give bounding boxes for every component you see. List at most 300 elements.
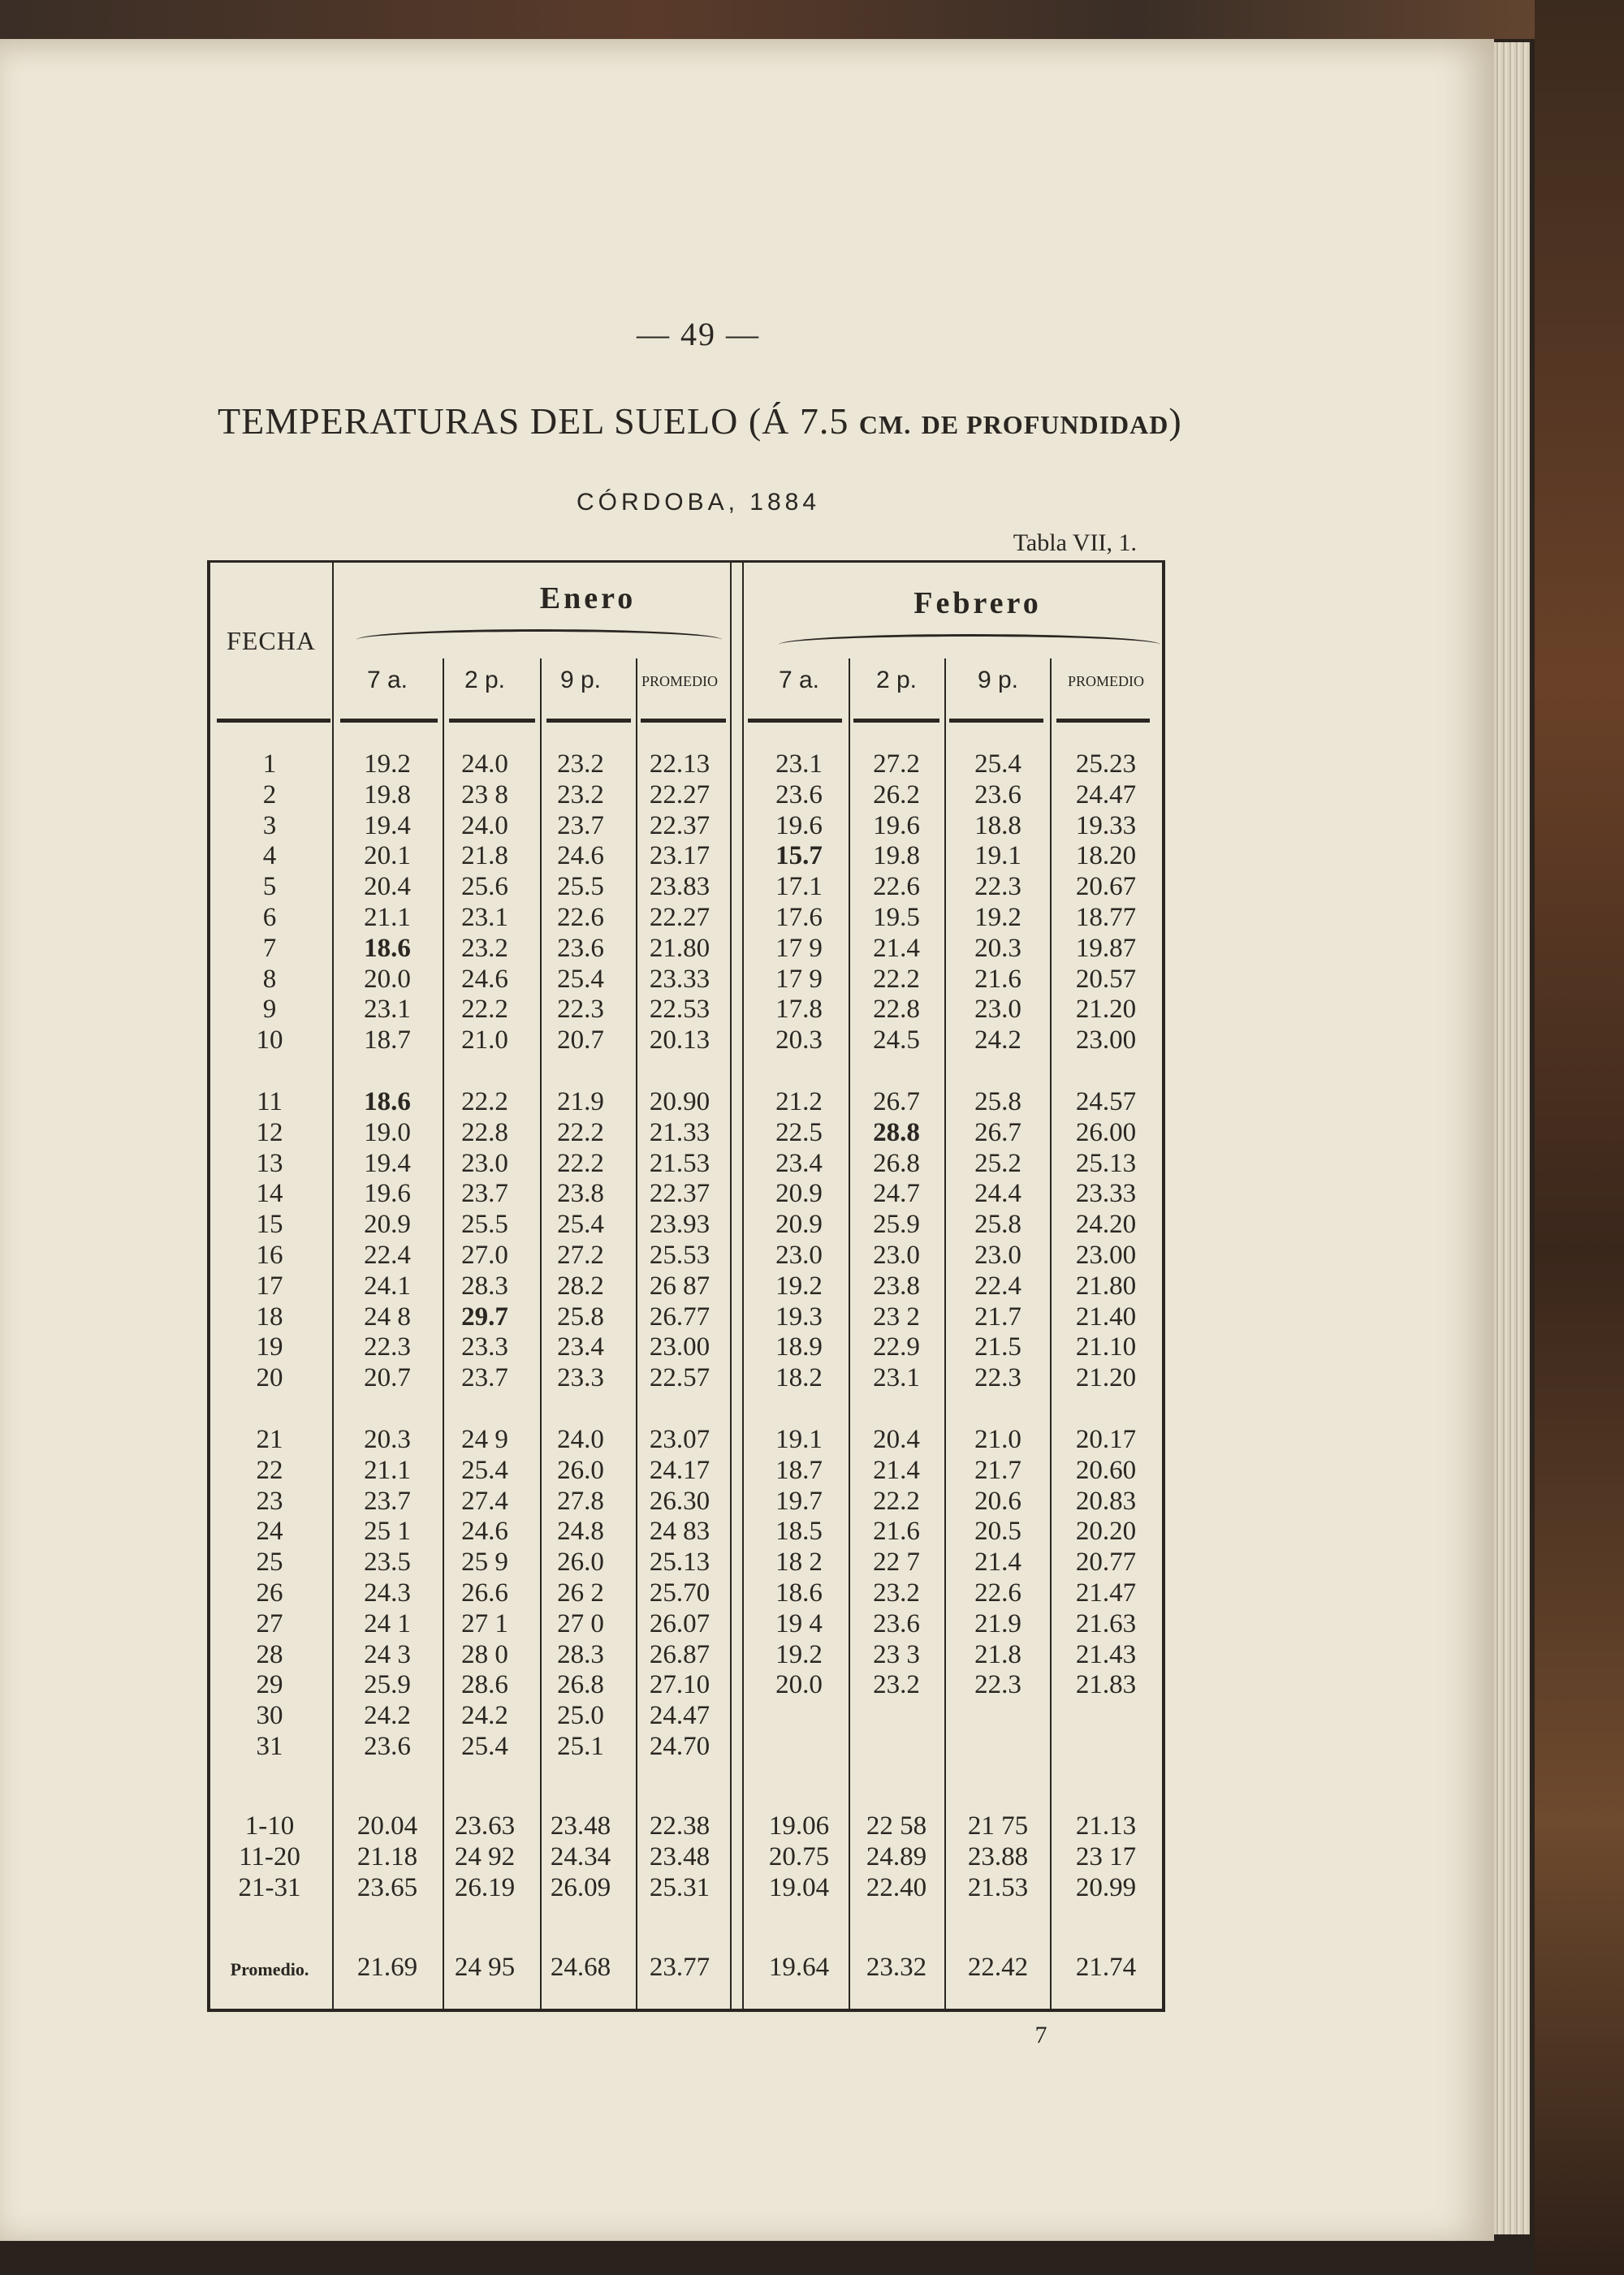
table-row: [210, 1118, 1162, 1149]
table-cell: 21.9: [557, 1087, 604, 1116]
table-cell: 22 7: [873, 1548, 920, 1578]
table-cell: 21.1: [364, 903, 411, 932]
table-cell: 28.8: [873, 1117, 920, 1147]
table-cell: 17.8: [775, 995, 823, 1025]
row-label: 31: [256, 1732, 283, 1761]
table-cell: 24 8: [364, 1302, 411, 1332]
table-cell: 25.1: [557, 1732, 604, 1761]
table-cell: 19.8: [873, 841, 920, 871]
table-cell: 22.9: [873, 1332, 920, 1362]
group-header-febrero: Febrero: [914, 586, 1042, 620]
table-cell: 21.8: [974, 1639, 1021, 1669]
table-cell: 27.4: [461, 1486, 508, 1516]
table-cell: 22.37: [649, 810, 710, 840]
table-cell: 27.10: [649, 1670, 710, 1700]
table-cell: 25.31: [649, 1872, 710, 1902]
table-cell: 23.00: [1075, 1241, 1137, 1270]
table-cell: 21.7: [974, 1302, 1021, 1332]
table-cell: 24.68: [550, 1953, 611, 1982]
table-cell: 22.57: [649, 1363, 710, 1393]
table-cell: 21.80: [649, 933, 710, 963]
table-cell: 23.6: [974, 779, 1021, 809]
table-cell: 25.4: [461, 1732, 508, 1761]
table-cell: 23.32: [866, 1953, 927, 1982]
table-cell: 23.5: [364, 1548, 411, 1578]
row-label: Promedio.: [230, 1959, 309, 1979]
table-cell: 23.17: [649, 841, 710, 871]
row-label: 6: [262, 903, 277, 932]
table-cell: 24.0: [461, 810, 508, 840]
table-cell: 20.0: [364, 964, 411, 994]
table-reference: Tabla VII, 1.: [1013, 529, 1137, 556]
table-cell: 28.3: [557, 1639, 604, 1669]
table-cell: 22.37: [649, 1179, 710, 1209]
table-cell: 23.33: [649, 964, 710, 994]
table-cell: 20.3: [775, 1025, 823, 1055]
table-cell: 24.0: [557, 1425, 604, 1454]
table-cell: 21.13: [1075, 1811, 1137, 1841]
table-cell: 20.3: [364, 1425, 411, 1454]
table-cell: 28.2: [557, 1271, 604, 1301]
table-cell: 26.77: [649, 1302, 710, 1332]
column-header: 9 p.: [559, 667, 602, 693]
row-label: 1-10: [244, 1811, 295, 1841]
row-label: 13: [256, 1148, 283, 1178]
table-row: [210, 995, 1162, 1025]
table-cell: 19.33: [1075, 810, 1137, 840]
table-cell: 22.4: [974, 1271, 1021, 1301]
table-cell: 21.7: [974, 1455, 1021, 1485]
table-cell: 22.6: [557, 903, 604, 932]
table-cell: 23.6: [873, 1608, 920, 1638]
table-cell: 26.30: [649, 1486, 710, 1516]
table-cell: 18.6: [364, 933, 411, 963]
table-cell: 25 1: [364, 1517, 411, 1547]
row-label: 21: [256, 1425, 283, 1454]
table-cell: 19.4: [364, 1148, 411, 1178]
row-label: 24: [256, 1517, 283, 1547]
table-cell: 25.9: [364, 1670, 411, 1700]
table-cell: 21.20: [1075, 1363, 1137, 1393]
table-cell: 27 1: [461, 1608, 508, 1638]
table-cell: 23.0: [974, 1241, 1021, 1270]
table-cell: 25.70: [649, 1578, 710, 1608]
table-cell: 25.5: [461, 1210, 508, 1240]
table-cell: 26.07: [649, 1608, 710, 1638]
table-cell: 19.6: [364, 1179, 411, 1209]
table-cell: 21.6: [873, 1517, 920, 1547]
table-cell: 19.6: [873, 810, 920, 840]
table-cell: 18 2: [775, 1548, 823, 1578]
table-cell: 21.80: [1075, 1271, 1137, 1301]
table-cell: 20.83: [1075, 1486, 1137, 1516]
table-cell: 24 95: [454, 1953, 516, 1982]
table-cell: 18.6: [364, 1087, 411, 1116]
table-cell: 25.6: [461, 872, 508, 902]
table-cell: 19.06: [768, 1811, 830, 1841]
book-cover-top-edge: [0, 0, 1624, 39]
signature-mark: 7: [1034, 2022, 1047, 2048]
table-cell: 19.1: [775, 1425, 823, 1454]
table-cell: 22.3: [974, 1363, 1021, 1393]
row-label: 28: [256, 1639, 283, 1669]
table-cell: 27.8: [557, 1486, 604, 1516]
row-label: 11-20: [239, 1841, 300, 1871]
table-cell: 21.63: [1075, 1608, 1137, 1638]
table-row: [210, 1456, 1162, 1487]
table-row: [210, 1271, 1162, 1302]
table-cell: 21.0: [974, 1425, 1021, 1454]
table-cell: 24 1: [364, 1608, 411, 1638]
row-label: 9: [262, 995, 277, 1025]
table-cell: 18.77: [1075, 903, 1137, 932]
table-row: [210, 1873, 1162, 1904]
table-cell: 25.4: [557, 964, 604, 994]
table-cell: 23.07: [649, 1425, 710, 1454]
table-cell: 21.9: [974, 1608, 1021, 1638]
table-row: [210, 1578, 1162, 1609]
table-cell: 25.8: [974, 1210, 1021, 1240]
table-cell: 21.69: [356, 1953, 418, 1982]
table-cell: 21.10: [1075, 1332, 1137, 1362]
table-cell: 21.4: [873, 933, 920, 963]
table-cell: 24.17: [649, 1455, 710, 1485]
table-cell: 19.5: [873, 903, 920, 932]
table-cell: 23.77: [649, 1953, 710, 1982]
table-cell: 23.3: [557, 1363, 604, 1393]
table-cell: 24 83: [649, 1517, 710, 1547]
table-cell: 23.4: [557, 1332, 604, 1362]
table-cell: 22.2: [873, 964, 920, 994]
table-cell: 20.57: [1075, 964, 1137, 994]
table-cell: 24 3: [364, 1639, 411, 1669]
table-cell: 26.6: [461, 1578, 508, 1608]
table-cell: 20.3: [974, 933, 1021, 963]
row-label: 15: [256, 1210, 283, 1240]
table-cell: 22.6: [873, 872, 920, 902]
table-cell: 23 17: [1075, 1841, 1137, 1871]
table-cell: 25 9: [461, 1548, 508, 1578]
row-label: 8: [262, 964, 277, 994]
table-cell: 23.6: [364, 1732, 411, 1761]
table-cell: 26.7: [873, 1087, 920, 1116]
table-cell: 25.0: [557, 1701, 604, 1731]
table-cell: 24.89: [866, 1841, 927, 1871]
table-cell: 28.6: [461, 1670, 508, 1700]
table-cell: 25.13: [649, 1548, 710, 1578]
table-row: [210, 1953, 1162, 1984]
table-cell: 18.8: [974, 810, 1021, 840]
table-cell: 23.6: [557, 933, 604, 963]
table-row: [210, 1517, 1162, 1548]
table-cell: 17.6: [775, 903, 823, 932]
table-cell: 21.47: [1075, 1578, 1137, 1608]
table-cell: 19.2: [364, 749, 411, 779]
table-cell: 26.0: [557, 1455, 604, 1485]
table-cell: 26.00: [1075, 1117, 1137, 1147]
table-cell: 17.1: [775, 872, 823, 902]
table-row: [210, 1842, 1162, 1873]
table-cell: 22.2: [461, 995, 508, 1025]
row-label: 12: [256, 1117, 283, 1147]
table-cell: 22.2: [873, 1486, 920, 1516]
table-cell: 22.3: [364, 1332, 411, 1362]
table-cell: 19.2: [974, 903, 1021, 932]
table-cell: 21.0: [461, 1025, 508, 1055]
row-label: 29: [256, 1670, 283, 1700]
table-cell: 20.75: [768, 1841, 830, 1871]
table-cell: 27 0: [557, 1608, 604, 1638]
table-cell: 23.8: [873, 1271, 920, 1301]
row-label: 26: [256, 1578, 283, 1608]
table-cell: 25.9: [873, 1210, 920, 1240]
column-header: PROMEDIO: [1067, 673, 1144, 689]
table-cell: 23.1: [364, 995, 411, 1025]
table-cell: 22.8: [873, 995, 920, 1025]
table-row: [210, 1487, 1162, 1517]
table-cell: 24 92: [454, 1841, 516, 1871]
table-cell: 24.6: [557, 841, 604, 871]
table-cell: 26 2: [557, 1578, 604, 1608]
table-cell: 23.0: [461, 1148, 508, 1178]
table-row: [210, 1732, 1162, 1763]
table-cell: 26.2: [873, 779, 920, 809]
table-cell: 22.8: [461, 1117, 508, 1147]
table-cell: 19.87: [1075, 933, 1137, 963]
row-label: 17: [256, 1271, 283, 1301]
table-cell: 23.0: [775, 1241, 823, 1270]
table-cell: 15.7: [775, 841, 823, 871]
table-cell: 19.6: [775, 810, 823, 840]
table-cell: 20.20: [1075, 1517, 1137, 1547]
table-cell: 25.4: [974, 749, 1021, 779]
table-cell: 20.1: [364, 841, 411, 871]
table-cell: 20.9: [775, 1179, 823, 1209]
row-label: 4: [262, 841, 277, 871]
row-label: 11: [257, 1087, 283, 1116]
table-cell: 18.20: [1075, 841, 1137, 871]
table-cell: 20.60: [1075, 1455, 1137, 1485]
row-label: 1: [262, 749, 277, 779]
table-cell: 19.3: [775, 1302, 823, 1332]
table-cell: 24.47: [1075, 779, 1137, 809]
table-cell: 23.48: [550, 1811, 611, 1841]
table-cell: 25.23: [1075, 749, 1137, 779]
table-cell: 21.4: [974, 1548, 1021, 1578]
table-cell: 23.93: [649, 1210, 710, 1240]
table-cell: 22.40: [866, 1872, 927, 1902]
table-cell: 26 87: [649, 1271, 710, 1301]
table-cell: 25.5: [557, 872, 604, 902]
table-cell: 21.53: [649, 1148, 710, 1178]
table-cell: 22.3: [974, 872, 1021, 902]
table-cell: 27.0: [461, 1241, 508, 1270]
table-row: [210, 1179, 1162, 1210]
table-cell: 21.20: [1075, 995, 1137, 1025]
table-cell: 20.67: [1075, 872, 1137, 902]
table-cell: 24.8: [557, 1517, 604, 1547]
table-cell: 20.99: [1075, 1872, 1137, 1902]
table-cell: 23.0: [974, 995, 1021, 1025]
table-cell: 19 4: [775, 1608, 823, 1638]
table-cell: 23 8: [461, 779, 508, 809]
column-header: 7 a.: [778, 667, 820, 693]
table-cell: 22.2: [557, 1117, 604, 1147]
table-cell: 23.7: [461, 1363, 508, 1393]
table-row: [210, 780, 1162, 811]
subtitle: CÓRDOBA, 1884: [576, 489, 821, 516]
table-cell: 21.5: [974, 1332, 1021, 1362]
title-close: ): [1168, 400, 1182, 442]
table-cell: 19.04: [768, 1872, 830, 1902]
table-cell: 27.2: [873, 749, 920, 779]
table-cell: 29.7: [461, 1302, 508, 1332]
table-cell: 23.6: [775, 779, 823, 809]
table-cell: 19.8: [364, 779, 411, 809]
row-label: 20: [256, 1363, 283, 1393]
header-underline: [853, 719, 939, 723]
row-label: 3: [262, 810, 277, 840]
header-underline: [641, 719, 726, 723]
table-cell: 23.4: [775, 1148, 823, 1178]
table-row: [210, 1363, 1162, 1394]
table-cell: 23.7: [364, 1486, 411, 1516]
fecha-header: FECHA: [227, 626, 316, 655]
enero-brace: [356, 629, 722, 640]
table-cell: 21.74: [1075, 1953, 1137, 1982]
table-cell: 25.13: [1075, 1148, 1137, 1178]
table-cell: 18.6: [775, 1578, 823, 1608]
table-cell: 19.7: [775, 1486, 823, 1516]
table-cell: 25.4: [461, 1455, 508, 1485]
row-label: 22: [256, 1455, 283, 1485]
table-cell: 24.4: [974, 1179, 1021, 1209]
table-cell: 19.1: [974, 841, 1021, 871]
table-cell: 28 0: [461, 1639, 508, 1669]
table-cell: 24.0: [461, 749, 508, 779]
table-row: [210, 749, 1162, 780]
table-cell: 23 3: [873, 1639, 920, 1669]
table-cell: 23.2: [557, 779, 604, 809]
table-cell: 24.20: [1075, 1210, 1137, 1240]
table-cell: 25.8: [974, 1087, 1021, 1116]
header-underline: [217, 719, 330, 723]
table-cell: 22.6: [974, 1578, 1021, 1608]
column-header: 9 p.: [977, 667, 1019, 693]
table-cell: 19.0: [364, 1117, 411, 1147]
temperature-table: [207, 560, 1165, 2012]
column-header: 2 p.: [875, 667, 918, 693]
table-cell: 23.2: [873, 1578, 920, 1608]
table-cell: 24.2: [974, 1025, 1021, 1055]
table-row: [210, 1609, 1162, 1640]
table-cell: 25.8: [557, 1302, 604, 1332]
row-label: 16: [256, 1241, 283, 1270]
table-cell: 23.2: [557, 749, 604, 779]
table-row: [210, 811, 1162, 842]
title-depth: Á 7.5: [762, 400, 849, 442]
table-cell: 21.40: [1075, 1302, 1137, 1332]
table-cell: 17 9: [775, 964, 823, 994]
table-cell: 21.83: [1075, 1670, 1137, 1700]
table-cell: 18.7: [775, 1455, 823, 1485]
table-row: [210, 1241, 1162, 1271]
table-cell: 20.9: [775, 1210, 823, 1240]
title-unit: CM.: [858, 410, 912, 439]
table-cell: 20.7: [557, 1025, 604, 1055]
column-header: 7 a.: [366, 667, 408, 693]
row-label: 14: [256, 1179, 283, 1209]
table-cell: 20.6: [974, 1486, 1021, 1516]
table-cell: 23.2: [461, 933, 508, 963]
table-cell: 21.33: [649, 1117, 710, 1147]
table-cell: 26.8: [873, 1148, 920, 1178]
row-label: 23: [256, 1486, 283, 1516]
table-cell: 22.27: [649, 779, 710, 809]
table-cell: 26.0: [557, 1548, 604, 1578]
table-cell: 24.6: [461, 964, 508, 994]
table-cell: 24.34: [550, 1841, 611, 1871]
row-label: 21-31: [238, 1872, 301, 1902]
row-label: 2: [262, 779, 277, 809]
table-row: [210, 903, 1162, 934]
table-cell: 25.53: [649, 1241, 710, 1270]
table-cell: 24.1: [364, 1271, 411, 1301]
table-cell: 24.7: [873, 1179, 920, 1209]
table-cell: 24.47: [649, 1701, 710, 1731]
table-row: [210, 1548, 1162, 1578]
table-cell: 23 2: [873, 1302, 920, 1332]
table-cell: 23.00: [1075, 1025, 1137, 1055]
table-cell: 21.1: [364, 1455, 411, 1485]
title-depth-label: DE PROFUNDIDAD: [921, 410, 1169, 439]
table-cell: 23.00: [649, 1332, 710, 1362]
table-cell: 19.4: [364, 810, 411, 840]
title-main: TEMPERATURAS DEL SUELO (: [218, 400, 762, 442]
table-cell: 23.65: [356, 1872, 418, 1902]
row-label: 19: [256, 1332, 283, 1362]
row-label: 10: [256, 1025, 283, 1055]
table-cell: 24.2: [461, 1701, 508, 1731]
table-cell: 24.5: [873, 1025, 920, 1055]
table-cell: 22.53: [649, 995, 710, 1025]
table-row: [210, 1425, 1162, 1456]
column-header: 2 p.: [464, 667, 506, 693]
table-cell: 25.4: [557, 1210, 604, 1240]
table-cell: 21.8: [461, 841, 508, 871]
table-cell: 20.77: [1075, 1548, 1137, 1578]
table-cell: 24.3: [364, 1578, 411, 1608]
header-underline: [949, 719, 1043, 723]
group-header-enero: Enero: [539, 581, 637, 615]
table-cell: 23.3: [461, 1332, 508, 1362]
table-cell: 19.2: [775, 1639, 823, 1669]
table-cell: 20.4: [873, 1425, 920, 1454]
table-cell: 20.9: [364, 1210, 411, 1240]
table-row: [210, 1332, 1162, 1363]
row-label: 18: [256, 1302, 283, 1332]
table-cell: 27.2: [557, 1241, 604, 1270]
table-cell: 20.5: [974, 1517, 1021, 1547]
table-cell: 26.09: [550, 1872, 611, 1902]
table-cell: 26.87: [649, 1639, 710, 1669]
table-row: [210, 1302, 1162, 1333]
table-cell: 23.83: [649, 872, 710, 902]
table-row: [210, 872, 1162, 903]
table-cell: 20.0: [775, 1670, 823, 1700]
table-row: [210, 934, 1162, 965]
table-cell: 20.17: [1075, 1425, 1137, 1454]
